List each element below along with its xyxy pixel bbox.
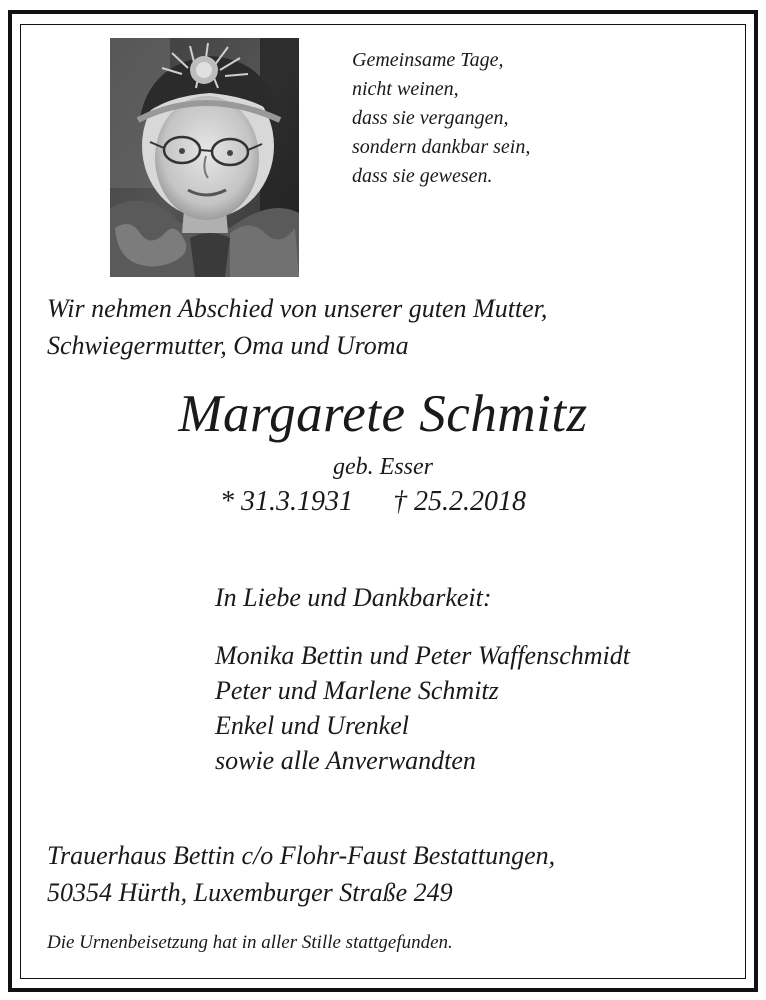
poem xyxy=(352,46,530,191)
burial-note: Die Urnenbeisetzung hat in aller Stille stattgefunden. xyxy=(47,932,453,953)
death-date: † 25.2.2018 xyxy=(393,486,526,517)
mourner-line: Monika Bettin und Peter Waffenschmidt xyxy=(215,641,630,670)
deceased-name: Margarete Schmitz xyxy=(178,385,588,443)
farewell-intro xyxy=(47,290,547,364)
address-line: Trauerhaus Bettin c/o Flohr-Faust Bestattungen, xyxy=(47,841,556,870)
intro-line: Schwiegermutter, Oma und Uroma xyxy=(47,331,409,360)
intro-line: Wir nehmen Abschied von unserer guten Mutter, xyxy=(47,294,548,323)
life-dates xyxy=(220,483,526,521)
mourner-line: Peter und Marlene Schmitz xyxy=(215,676,499,705)
portrait-photo xyxy=(110,38,299,277)
address-line: 50354 Hürth, Luxemburger Straße 249 xyxy=(47,878,453,907)
mourning-address xyxy=(47,837,555,911)
mourners-list xyxy=(215,638,630,778)
poem-line: sondern dankbar sein, xyxy=(352,136,531,158)
maiden-name: geb. Esser xyxy=(333,454,433,480)
birth-date: * 31.3.1931 xyxy=(220,486,353,517)
mourner-line: Enkel und Urenkel xyxy=(215,711,409,740)
poem-line: dass sie vergangen, xyxy=(352,107,509,129)
mourner-line: sowie alle Anverwandten xyxy=(215,746,476,775)
thanks-heading: In Liebe und Dankbarkeit: xyxy=(215,583,492,612)
poem-line: dass sie gewesen. xyxy=(352,165,493,187)
poem-line: Gemeinsame Tage, xyxy=(352,49,504,71)
poem-line: nicht weinen, xyxy=(352,78,459,100)
